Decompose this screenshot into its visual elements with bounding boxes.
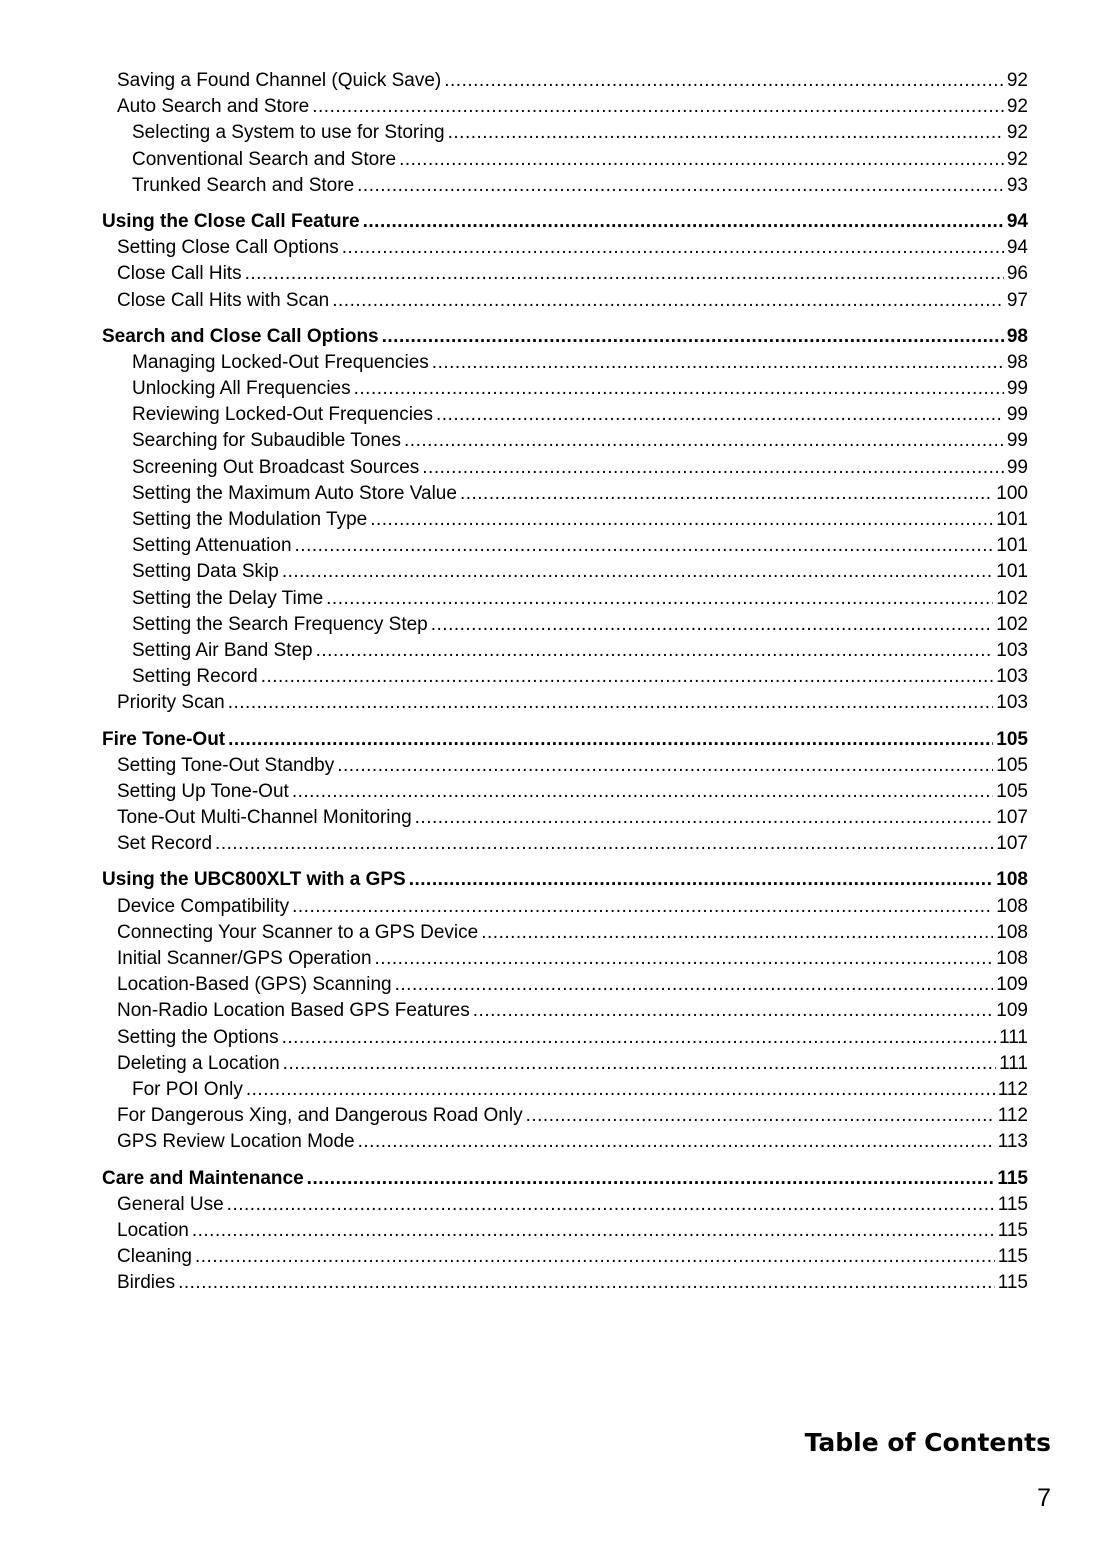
toc-entry-page: 93 — [1006, 174, 1028, 196]
dot-leader — [363, 209, 1004, 235]
dot-leader — [460, 481, 993, 507]
toc-entry-title: Close Call Hits with Scan — [117, 289, 330, 311]
toc-entry[interactable] — [0, 805, 1028, 831]
toc-entry-page: 99 — [1006, 456, 1028, 478]
dot-leader — [375, 946, 994, 972]
toc-entry-page: 102 — [996, 613, 1028, 635]
dot-leader — [399, 147, 1004, 173]
toc-entry-page: 99 — [1006, 378, 1028, 400]
toc-entry-page: 105 — [996, 780, 1028, 802]
toc-entry[interactable] — [0, 533, 1028, 559]
toc-entry-page: 103 — [996, 666, 1028, 688]
toc-entry-title: Tone-Out Multi-Channel Monitoring — [117, 807, 412, 829]
dot-leader — [444, 68, 1004, 94]
toc-entry[interactable] — [0, 831, 1028, 857]
toc-entry-page: 101 — [996, 561, 1028, 583]
footer-section-title: Table of Contents — [804, 1428, 1051, 1457]
toc-section-entry[interactable] — [0, 324, 1028, 350]
toc-entry-title: GPS Review Location Mode — [117, 1131, 355, 1153]
toc-entry-title: Screening Out Broadcast Sources — [132, 456, 420, 478]
toc-entry-title: For POI Only — [132, 1078, 243, 1100]
toc-entry-page: 108 — [996, 869, 1028, 891]
dot-leader — [312, 94, 1004, 120]
toc-entry[interactable] — [0, 147, 1028, 173]
toc-entry-title: Care and Maintenance — [102, 1167, 304, 1189]
page-number: 7 — [1037, 1484, 1051, 1512]
dot-leader — [354, 376, 1004, 402]
toc-entry-title: For Dangerous Xing, and Dangerous Road Only — [117, 1105, 523, 1127]
dot-leader — [178, 1270, 995, 1296]
toc-entry[interactable] — [0, 507, 1028, 533]
toc-entry-title: Selecting a System to use for Storing — [132, 122, 445, 144]
toc-entry-title: Setting the Search Frequency Step — [132, 613, 428, 635]
dot-leader — [227, 1192, 995, 1218]
dot-leader — [526, 1103, 995, 1129]
dot-leader — [358, 1129, 995, 1155]
toc-entry-page: 97 — [1006, 289, 1028, 311]
dot-leader — [415, 805, 994, 831]
dot-leader — [473, 998, 994, 1024]
toc-entry[interactable] — [0, 402, 1028, 428]
toc-entry[interactable] — [0, 559, 1028, 585]
toc-entry-page: 115 — [997, 1272, 1028, 1294]
toc-entry-page: 100 — [996, 482, 1028, 504]
toc-entry-title: Non-Radio Location Based GPS Features — [117, 1000, 470, 1022]
toc-entry-page: 99 — [1006, 430, 1028, 452]
toc-entry[interactable] — [0, 1192, 1028, 1218]
toc-entry-title: Cleaning — [117, 1246, 192, 1268]
dot-leader — [192, 1218, 995, 1244]
toc-entry-title: Managing Locked-Out Frequencies — [132, 351, 429, 373]
toc-entry-title: Setting Up Tone-Out — [117, 780, 289, 802]
toc-entry[interactable] — [0, 261, 1028, 287]
toc-entry-title: Setting Tone-Out Standby — [117, 754, 335, 776]
toc-entry-title: Location-Based (GPS) Scanning — [117, 974, 392, 996]
table-of-contents — [0, 68, 1113, 1296]
toc-entry[interactable] — [0, 1270, 1028, 1296]
dot-leader — [228, 690, 994, 716]
toc-entry[interactable] — [0, 428, 1028, 454]
toc-entry-page: 92 — [1006, 96, 1028, 118]
toc-entry-title: Fire Tone-Out — [102, 728, 226, 750]
toc-entry-page: 107 — [996, 807, 1028, 829]
toc-entry-title: Set Record — [117, 833, 213, 855]
toc-entry-title: Location — [117, 1219, 189, 1241]
toc-entry[interactable] — [0, 1051, 1028, 1077]
toc-entry[interactable] — [0, 612, 1028, 638]
dot-leader — [337, 753, 993, 779]
toc-section-entry[interactable] — [0, 209, 1028, 235]
dot-leader — [245, 261, 1004, 287]
toc-entry-page: 96 — [1006, 263, 1028, 285]
toc-entry-page: 112 — [997, 1105, 1028, 1127]
toc-entry-page: 111 — [999, 1026, 1028, 1048]
toc-section-entry[interactable] — [0, 727, 1028, 753]
dot-leader — [382, 324, 1004, 350]
toc-entry-title: Conventional Search and Store — [132, 148, 397, 170]
toc-entry-title: Connecting Your Scanner to a GPS Device — [117, 921, 479, 943]
toc-entry[interactable] — [0, 173, 1028, 199]
toc-entry[interactable] — [0, 94, 1028, 120]
toc-entry-page: 108 — [996, 921, 1028, 943]
dot-leader — [215, 831, 993, 857]
dot-leader — [332, 288, 1004, 314]
toc-entry-title: Saving a Found Channel (Quick Save) — [117, 70, 442, 91]
toc-entry-page: 92 — [1006, 148, 1028, 170]
dot-leader — [283, 1051, 996, 1077]
toc-entry-title: Setting Attenuation — [132, 535, 292, 557]
toc-entry[interactable] — [0, 779, 1028, 805]
toc-entry-page: 98 — [1006, 351, 1028, 373]
toc-entry-page: 98 — [1006, 325, 1028, 347]
toc-entry-title: Setting Close Call Options — [117, 237, 339, 259]
toc-entry-title: Initial Scanner/GPS Operation — [117, 948, 372, 969]
toc-entry[interactable] — [0, 235, 1028, 261]
dot-leader — [282, 559, 993, 585]
dot-leader — [326, 586, 993, 612]
toc-entry[interactable] — [0, 1244, 1028, 1270]
toc-entry-page: 115 — [997, 1246, 1028, 1268]
toc-entry[interactable] — [0, 1103, 1028, 1129]
dot-leader — [261, 664, 994, 690]
toc-entry[interactable] — [0, 288, 1028, 314]
toc-entry-title: Setting the Modulation Type — [132, 509, 368, 530]
toc-entry-title: Search and Close Call Options — [102, 325, 379, 347]
toc-entry[interactable] — [0, 1218, 1028, 1244]
toc-entry[interactable] — [0, 376, 1028, 402]
toc-entry-page: 92 — [1006, 70, 1028, 91]
toc-entry-title: Using the Close Call Feature — [102, 210, 360, 232]
dot-leader — [409, 867, 994, 893]
toc-entry[interactable] — [0, 998, 1028, 1024]
toc-entry-title: Setting Air Band Step — [132, 639, 313, 661]
toc-entry-page: 92 — [1006, 122, 1028, 144]
dot-leader — [436, 402, 1004, 428]
toc-entry-page: 111 — [999, 1052, 1028, 1074]
toc-entry-title: Auto Search and Store — [117, 96, 310, 118]
toc-entry-page: 105 — [996, 754, 1028, 776]
toc-entry[interactable] — [0, 946, 1028, 972]
toc-entry-title: Trunked Search and Store — [132, 174, 355, 196]
toc-entry-page: 105 — [996, 728, 1028, 750]
dot-leader — [422, 455, 1004, 481]
toc-entry-title: Using the UBC800XLT with a GPS — [102, 869, 406, 891]
toc-entry[interactable] — [0, 972, 1028, 998]
toc-entry[interactable] — [0, 664, 1028, 690]
toc-entry-title: Birdies — [117, 1272, 176, 1294]
toc-entry-page: 115 — [997, 1219, 1028, 1241]
toc-entry-page: 113 — [997, 1131, 1028, 1153]
toc-entry-page: 103 — [996, 692, 1028, 714]
dot-leader — [448, 120, 1004, 146]
toc-entry-title: Unlocking All Frequencies — [132, 378, 351, 400]
toc-entry-page: 99 — [1006, 404, 1028, 426]
toc-entry-page: 108 — [996, 948, 1028, 969]
dot-leader — [370, 507, 993, 533]
toc-entry[interactable] — [0, 690, 1028, 716]
toc-entry[interactable] — [0, 1129, 1028, 1155]
toc-entry[interactable] — [0, 1077, 1028, 1103]
toc-entry-page: 115 — [997, 1193, 1028, 1215]
toc-entry-page: 94 — [1006, 237, 1028, 259]
toc-entry[interactable] — [0, 894, 1028, 920]
toc-entry[interactable] — [0, 350, 1028, 376]
dot-leader — [282, 1025, 997, 1051]
toc-entry-title: General Use — [117, 1193, 224, 1215]
toc-entry-title: Reviewing Locked-Out Frequencies — [132, 404, 433, 426]
dot-leader — [395, 972, 994, 998]
toc-entry[interactable] — [0, 638, 1028, 664]
toc-entry-title: Setting Data Skip — [132, 561, 279, 583]
toc-entry[interactable] — [0, 1025, 1028, 1051]
toc-entry-page: 107 — [996, 833, 1028, 855]
dot-leader — [404, 428, 1004, 454]
toc-entry-title: Setting the Options — [117, 1026, 279, 1048]
dot-leader — [431, 612, 994, 638]
toc-entry-page: 108 — [996, 895, 1028, 917]
toc-entry-page: 101 — [996, 535, 1028, 557]
dot-leader — [292, 894, 993, 920]
toc-entry[interactable] — [0, 586, 1028, 612]
toc-entry[interactable] — [0, 753, 1028, 779]
dot-leader — [195, 1244, 995, 1270]
toc-entry-page: 94 — [1006, 210, 1028, 232]
toc-entry-page: 112 — [997, 1078, 1028, 1100]
toc-entry-title: Setting the Maximum Auto Store Value — [132, 482, 457, 504]
dot-leader — [228, 727, 993, 753]
toc-entry[interactable] — [0, 481, 1028, 507]
dot-leader — [432, 350, 1004, 376]
toc-section-entry[interactable] — [0, 867, 1028, 893]
toc-entry-page: 102 — [996, 587, 1028, 609]
toc-entry[interactable] — [0, 455, 1028, 481]
toc-entry-title: Priority Scan — [117, 692, 225, 714]
toc-entry-page: 109 — [996, 1000, 1028, 1022]
toc-entry[interactable] — [0, 120, 1028, 146]
toc-entry-page: 109 — [996, 974, 1028, 996]
toc-entry-title: Deleting a Location — [117, 1052, 280, 1074]
toc-entry[interactable] — [0, 920, 1028, 946]
dot-leader — [357, 173, 1004, 199]
toc-entry[interactable] — [0, 68, 1028, 94]
dot-leader — [342, 235, 1004, 261]
toc-entry-title: Setting Record — [132, 666, 258, 688]
toc-entry-page: 115 — [997, 1167, 1028, 1189]
dot-leader — [246, 1077, 995, 1103]
dot-leader — [481, 920, 993, 946]
dot-leader — [292, 779, 993, 805]
toc-entry-page: 101 — [996, 509, 1028, 530]
toc-entry-page: 103 — [996, 639, 1028, 661]
dot-leader — [316, 638, 994, 664]
toc-entry-title: Close Call Hits — [117, 263, 242, 285]
toc-entry-title: Setting the Delay Time — [132, 587, 324, 609]
dot-leader — [307, 1166, 995, 1192]
toc-entry-title: Device Compatibility — [117, 895, 290, 917]
toc-section-entry[interactable] — [0, 1166, 1028, 1192]
dot-leader — [295, 533, 994, 559]
toc-entry-title: Searching for Subaudible Tones — [132, 430, 402, 452]
